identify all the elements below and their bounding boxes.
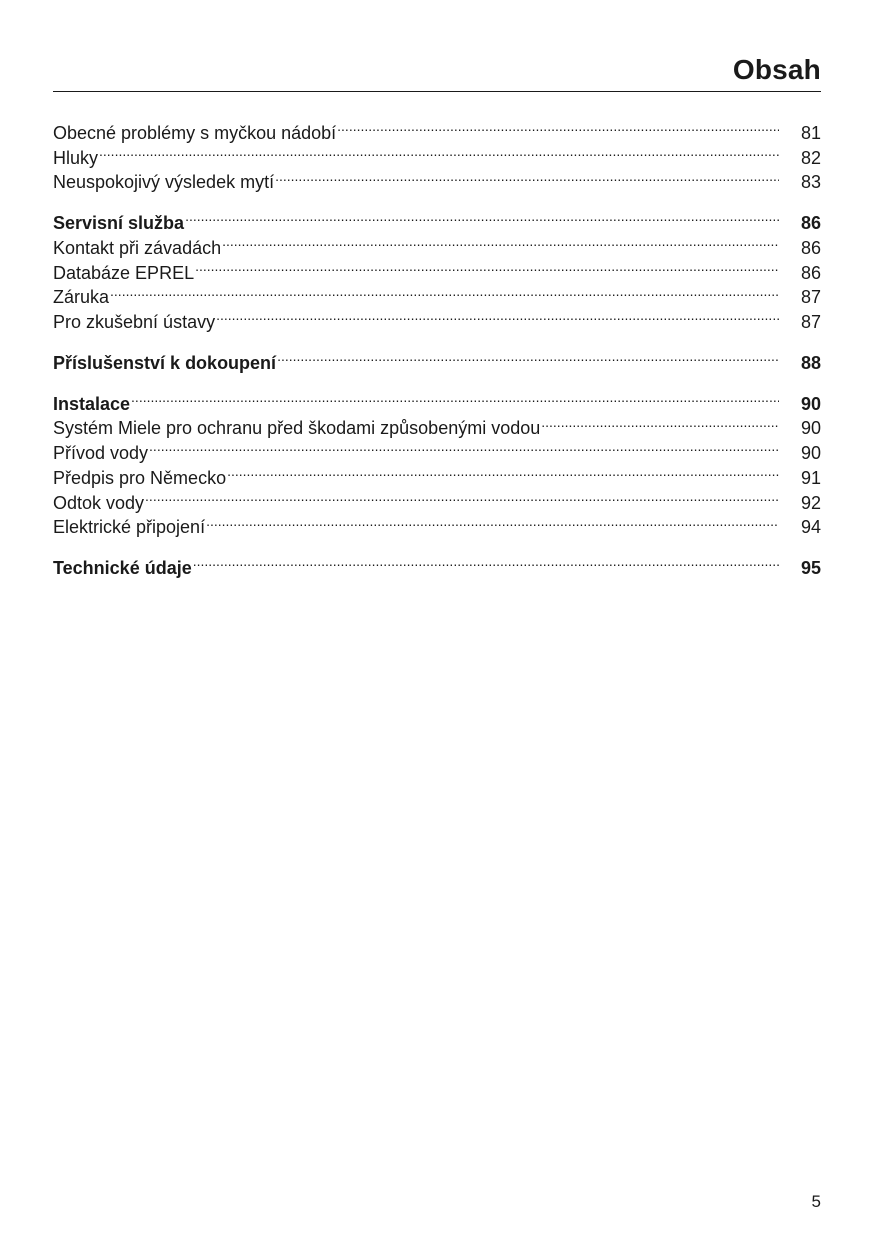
toc-entry-label: Databáze EPREL bbox=[53, 262, 195, 283]
toc-dot-leader bbox=[337, 114, 779, 139]
toc-entry-label: Instalace bbox=[53, 393, 131, 414]
toc-entry[interactable] bbox=[53, 410, 821, 439]
toc-entry-page: 92 bbox=[800, 492, 821, 513]
toc-entry[interactable] bbox=[53, 139, 821, 168]
toc-entry-page: 87 bbox=[800, 287, 821, 308]
toc-section-heading[interactable] bbox=[53, 344, 821, 373]
toc-dot-leader bbox=[206, 509, 779, 534]
toc-entry-page: 94 bbox=[800, 517, 821, 538]
toc-entry-label: Systém Miele pro ochranu před škodami způsobenými vodou bbox=[53, 418, 541, 439]
toc-entry[interactable] bbox=[53, 279, 821, 308]
toc-entry-page: 95 bbox=[800, 558, 821, 578]
toc-dot-leader bbox=[145, 484, 779, 509]
toc-dot-leader bbox=[110, 279, 779, 304]
toc-entry-label: Servisní služba bbox=[53, 213, 185, 233]
toc-dot-leader bbox=[99, 139, 779, 164]
toc-entry-page: 88 bbox=[800, 352, 821, 373]
title-divider bbox=[53, 91, 821, 92]
toc-entry-page: 90 bbox=[800, 418, 821, 439]
toc-entry-page: 86 bbox=[800, 237, 821, 258]
toc-dot-leader bbox=[193, 549, 779, 574]
toc-dot-leader bbox=[275, 164, 779, 189]
toc-group bbox=[53, 344, 821, 373]
toc-entry-label: Obecné problémy s myčkou nádobí bbox=[53, 122, 337, 143]
toc-group bbox=[53, 204, 821, 332]
toc-entry-label: Neuspokojivý výsledek mytí bbox=[53, 172, 275, 193]
toc-entry-label: Technické údaje bbox=[53, 558, 192, 578]
toc-entry-label: Záruka bbox=[53, 287, 110, 308]
toc-dot-leader bbox=[277, 344, 779, 369]
toc-entry[interactable] bbox=[53, 509, 821, 538]
toc-entry-label: Předpis pro Německo bbox=[53, 467, 227, 488]
toc-entry-page: 90 bbox=[800, 443, 821, 463]
toc-entry-page: 81 bbox=[800, 122, 821, 143]
toc-entry-page: 87 bbox=[800, 312, 821, 332]
toc-entry[interactable] bbox=[53, 114, 821, 143]
toc-entry-label: Přívod vody bbox=[53, 443, 149, 463]
toc-entry-label: Pro zkušební ústavy bbox=[53, 312, 216, 332]
toc-dot-leader bbox=[149, 434, 779, 459]
toc-group bbox=[53, 385, 821, 538]
toc-entry[interactable] bbox=[53, 164, 821, 193]
toc-dot-leader bbox=[222, 229, 779, 254]
toc-entry-page: 90 bbox=[800, 393, 821, 414]
toc-entry[interactable] bbox=[53, 459, 821, 488]
toc-group bbox=[53, 114, 821, 193]
toc-section-heading[interactable] bbox=[53, 385, 821, 414]
toc-entry-page: 91 bbox=[800, 467, 821, 488]
toc-dot-leader bbox=[541, 410, 779, 435]
toc-dot-leader bbox=[185, 204, 779, 229]
toc-entry[interactable] bbox=[53, 434, 821, 463]
toc-dot-leader bbox=[216, 303, 779, 328]
toc-dot-leader bbox=[195, 254, 779, 279]
toc-dot-leader bbox=[131, 385, 779, 410]
toc-entry-label: Hluky bbox=[53, 147, 99, 168]
toc-entry-label: Odtok vody bbox=[53, 492, 145, 513]
toc-entry[interactable] bbox=[53, 484, 821, 513]
toc-group bbox=[53, 549, 821, 578]
table-of-contents bbox=[53, 114, 821, 590]
toc-dot-leader bbox=[227, 459, 779, 484]
toc-section-heading[interactable] bbox=[53, 204, 821, 233]
page-title: Obsah bbox=[732, 54, 821, 85]
toc-entry-label: Elektrické připojení bbox=[53, 517, 206, 538]
toc-section-heading[interactable] bbox=[53, 549, 821, 578]
toc-entry-label: Příslušenství k dokoupení bbox=[53, 352, 277, 373]
toc-entry-page: 86 bbox=[800, 213, 821, 233]
toc-entry-label: Kontakt při závadách bbox=[53, 237, 222, 258]
toc-entry-page: 82 bbox=[800, 147, 821, 168]
toc-entry[interactable] bbox=[53, 303, 821, 332]
page-number: 5 bbox=[811, 1192, 821, 1211]
toc-entry-page: 83 bbox=[800, 172, 821, 193]
toc-entry-page: 86 bbox=[800, 262, 821, 283]
